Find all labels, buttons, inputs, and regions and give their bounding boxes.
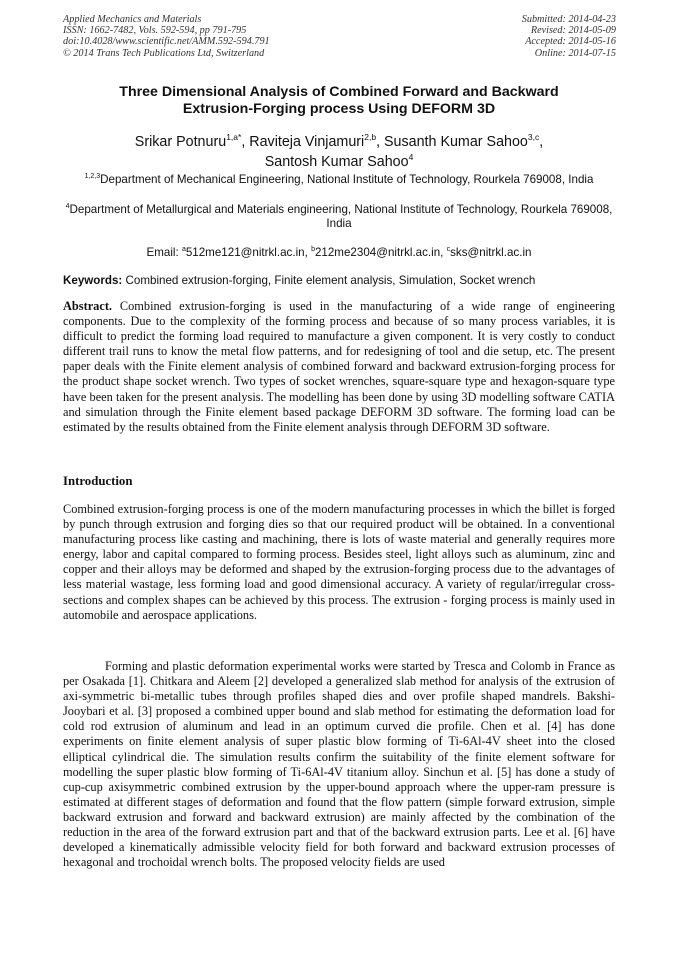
affiliation-text: Department of Mechanical Engineering, National Institute of Technology, Rourkela 769008, India (100, 173, 594, 186)
affiliation-text: Department of Metallurgical and Materials engineering, National Institute of Technology, Rourkela 769008, India (69, 203, 613, 230)
author-affiliation-marker: 2,b (364, 132, 377, 142)
author-affiliation-marker: 4 (408, 152, 414, 162)
email-address: 512me121@nitrkl.ac.in (185, 246, 305, 259)
keywords-text: Combined extrusion-forging, Finite element analysis, Simulation, Socket wrench (125, 274, 536, 287)
journal-info-header (63, 14, 270, 59)
submitted-date: Submitted: 2014-04-23 (521, 14, 616, 25)
affiliation-1 (63, 173, 615, 187)
author-list (63, 132, 615, 172)
author-name: Srikar Potnuru (134, 134, 227, 150)
author-name: Susanth Kumar Sahoo (384, 134, 528, 150)
keywords-label: Keywords: (63, 274, 123, 287)
author-name: Santosh Kumar Sahoo (264, 154, 409, 170)
paper-title (63, 84, 615, 118)
journal-name: Applied Mechanics and Materials (63, 14, 202, 25)
email-marker: c (446, 246, 451, 253)
author-affiliation-marker: 3,c (527, 132, 540, 142)
abstract-label: Abstract. (63, 299, 113, 313)
keywords (63, 274, 615, 288)
introduction-paragraph-2: Forming and plastic deformation experimental works were started by Tresca and Colomb in France as per Osakada [1]. Chitkara and Aleem [2] developed a generalized slab method for analysis of the extrusion of axi-symmetric bi-metallic tubes through profiles shaped dies and over profile shaped mandrels. Bakshi-Jooybari et al. [3] proposed a combined upper bound and slab method for estimating the deformation load for cold rod extrusion of aluminum and lead in an optimum curved die profile. Chen et al. [4] has done experiments on finite element analysis of super plastic blow forming of Ti-6Al-4V sheet into the closed elliptical cylindrical die. The simulation results confirm the suitability of the finite element software for modelling the super plastic blow forming of Ti-6Al-4V titanium alloy. Sinchun et al. [5] has done a study of cup-cup axisymmetric combined extrusion by the upper-bound approach where the upper-ram pressure is estimated at different stages of deformation and found that the flow pattern (simple forward extrusion, simple backward extrusion and forward and backward extrusion) are mainly affected by the combination of the reduction in the area of the forward extrusion part and that of the backward extrusion parts. Lee et al. [6] have developed a kinematically admissible velocity field for both forward and backward extrusion processes of hexagonal and trochoidal wrench bolts. The proposed velocity fields are used (63, 659, 615, 870)
affiliation-2 (63, 203, 615, 230)
email-address: 212me2304@nitrkl.ac.in (314, 246, 441, 259)
issn-line: ISSN: 1662-7482, Vols. 592-594, pp 791-795 (63, 25, 247, 37)
online-date: Online: 2014-07-15 (534, 47, 616, 59)
doi-line: doi:10.4028/www.scientific.net/AMM.592-594.791 (63, 36, 270, 48)
section-heading-introduction: Introduction (63, 474, 133, 488)
email-address: sks@nitrkl.ac.in (450, 246, 532, 259)
author-name: Raviteja Vinjamuri (249, 134, 365, 150)
accepted-date: Accepted: 2014-05-16 (525, 36, 616, 48)
email-marker: a (181, 246, 186, 253)
email-label: Email: (146, 246, 182, 259)
affiliation-marker: 1,2,3 (84, 173, 101, 180)
author-affiliation-marker: 1,a* (226, 132, 242, 142)
email-line: Email: $^a$512me121@nitrkl.ac.in, $^b$212me2304@nitrkl.ac.in, $^c$sks@nitrkl.ac.in (146, 246, 532, 259)
introduction-paragraph-1: Combined extrusion-forging process is one of the modern manufacturing processes in which the billet is forged by punch through extrusion and forging dies so that our required product will be obtained. In a conventional manufacturing process like casting and machining, there is lots of waste material and generally requires more energy, labor and capital compared to forming process. Besides steel, light alloys such as aluminum, zinc and copper and their alloys may be deformed and shaped by the extrusion-forging process due to the advantages of less material wastage, less forming load and good dimensional accuracy. A variety of regular/irregular cross-sections and complex shapes can be achieved by this process. The extrusion - forging process is mainly used in automobile and aerospace applications. (63, 502, 615, 622)
revised-date: Revised: 2014-05-09 (530, 25, 616, 37)
title-line-1: Three Dimensional Analysis of Combined Forward and Backward (119, 84, 559, 100)
abstract (63, 299, 615, 435)
email-marker: b (311, 246, 315, 253)
author-line-1: Srikar Potnuru$^{1,a*}$, Raviteja Vinjamuri$^{2,b}$, Susanth Kumar Sahoo$^{3,c}$, (134, 132, 544, 150)
title-line-2: Extrusion-Forging process Using DEFORM 3D (182, 101, 496, 117)
author-line-2 (63, 152, 615, 172)
submission-dates-header (522, 14, 616, 59)
affiliation-marker: 4 (65, 203, 70, 210)
abstract-text: Combined extrusion-forging is used in the manufacturing of a wide range of engineering components. Due to the complexity of the forming process and because of so many process variables, it is difficult to predict the forming load required to manufacture a given component. It is very costly to conduct different trail runs to know the metal flow patterns, and for redesigning of tool and die setup, etc. The present paper deals with the Finite element analysis of combined forward and backward extrusion-forging process for the product shape socket wrench. Two types of socket wrenches, square-square type and hexagon-square type have been taken for the present analysis. The modelling has been done by using 3D modelling software CATIA and simulation through the Finite element based package DEFORM 3D software. The forming load can be estimated by the results obtained from the Finite element analysis through DEFORM 3D software. (63, 299, 615, 434)
copyright-line: © 2014 Trans Tech Publications Ltd, Switzerland (63, 47, 265, 59)
